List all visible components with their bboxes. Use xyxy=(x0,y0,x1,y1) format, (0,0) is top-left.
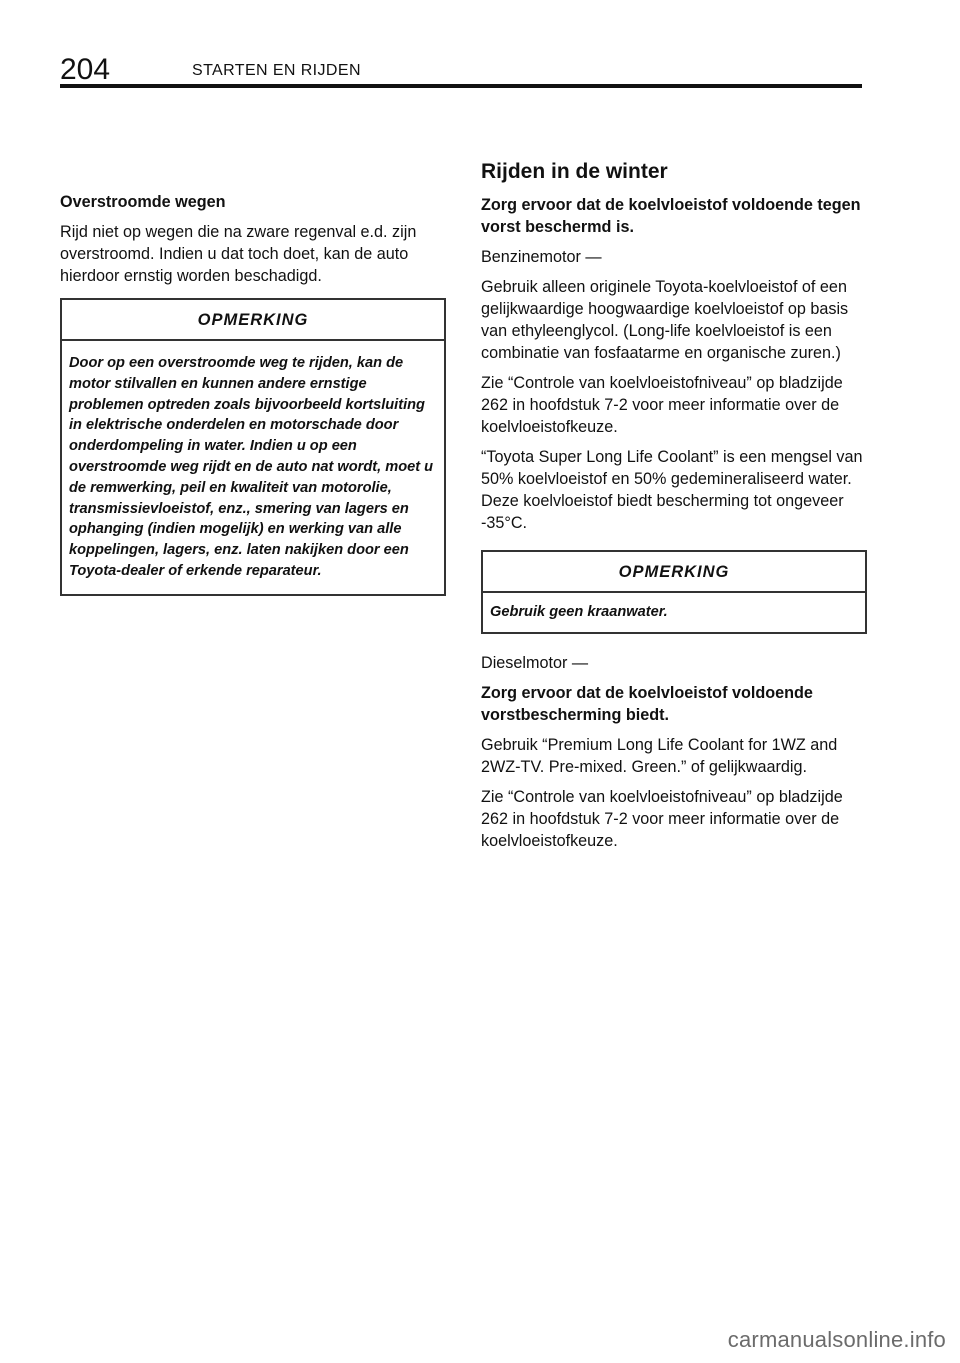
petrol-paragraph-3: “Toyota Super Long Life Coolant” is een mengsel van 50% koelvloeistof en 50% gedemineraliseerd water. Deze koelvloeistof biedt bescherming tot ongeveer -35°C. xyxy=(481,448,863,532)
notice-title: OPMERKING xyxy=(483,552,865,593)
right-column xyxy=(481,158,866,860)
winter-driving-heading: Rijden in de winter xyxy=(481,160,668,183)
diesel-lead: Zorg ervoor dat de koelvloeistof voldoende vorstbescherming biedt. xyxy=(481,683,813,724)
flooded-roads-paragraph: Rijd niet op wegen die na zware regenval e.d. zijn overstroomd. Indien u dat toch doet, kan de auto hierdoor ernstig worden beschadigd. xyxy=(60,223,417,285)
notice-box-flooded xyxy=(60,298,446,596)
page-number: 204 xyxy=(60,53,111,86)
section-title: STARTEN EN RIJDEN xyxy=(192,62,361,79)
coolant-lead: Zorg ervoor dat de koelvloeistof voldoende tegen vorst beschermd is. xyxy=(481,196,861,236)
notice-body: Door op een overstroomde weg te rijden, kan de motor stilvallen en kunnen andere ernstige problemen optreden zoals bijvoorbeeld kortsluiting in elektrische onderdelen en motorschade door onderdompeling in water. Indien u op een overstroomde weg rijdt en de auto nat wordt, moet u de remwerking, peil en kwaliteit van motorolie, transmissievloeistof, enz., smering van lagers en ophanging (indien mogelijk) en werking van alle koppelingen, lagers, enz. laten nakijken door een Toyota-dealer of erkende reparateur. xyxy=(69,355,434,579)
diesel-paragraph-2: Zie “Controle van koelvloeistofniveau” op bladzijde 262 in hoofdstuk 7-2 voor meer informatie over de koelvloeistofkeuze. xyxy=(481,787,843,850)
flooded-roads-heading: Overstroomde wegen xyxy=(60,193,226,211)
left-column xyxy=(60,191,444,596)
notice-title: OPMERKING xyxy=(62,300,444,341)
petrol-paragraph-1: Gebruik alleen originele Toyota-koelvloeistof of een gelijkwaardige hoogwaardige koelvloeistof op basis van ethyleenglycol. (Long-life koelvloeistof is een combinatie van fosfaatarme en organische zuren.) xyxy=(481,278,849,362)
diesel-paragraph-1: Gebruik “Premium Long Life Coolant for 1WZ and 2WZ-TV. Pre-mixed. Green.” of gelijkwaardig. xyxy=(481,735,838,776)
notice-body: Gebruik geen kraanwater. xyxy=(490,604,668,620)
notice-box-tap-water xyxy=(481,550,867,634)
header-rule xyxy=(60,84,862,88)
petrol-paragraph-2: Zie “Controle van koelvloeistofniveau” op bladzijde 262 in hoofdstuk 7-2 voor meer informatie over de koelvloeistofkeuze. xyxy=(481,374,843,436)
watermark: carmanualsonline.info xyxy=(727,1327,946,1352)
diesel-engine-label: Dieselmotor — xyxy=(481,653,589,672)
petrol-engine-label: Benzinemotor — xyxy=(481,248,602,266)
